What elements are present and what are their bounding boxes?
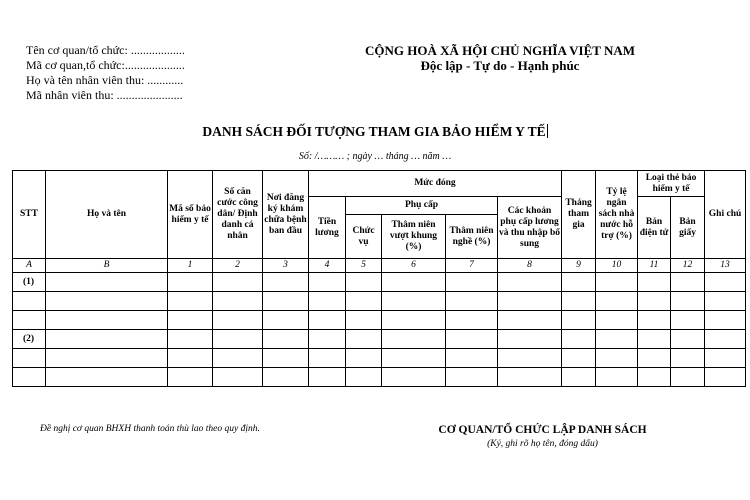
index-cell: B bbox=[46, 259, 168, 273]
signature-block bbox=[420, 423, 665, 451]
header-contribution: Mức đóng bbox=[309, 171, 562, 197]
header-name: Họ và tên bbox=[46, 171, 168, 259]
header-seniority-over: Thâm niên vượt khung (%) bbox=[382, 215, 446, 259]
table-row bbox=[13, 368, 746, 387]
index-cell: 8 bbox=[498, 259, 562, 273]
header-other-income: Các khoản phụ cấp lương và thu nhập bổ sung bbox=[498, 197, 562, 259]
index-cell: 3 bbox=[263, 259, 309, 273]
index-cell: 13 bbox=[705, 259, 746, 273]
index-cell: 1 bbox=[168, 259, 213, 273]
payment-request-note: Đề nghị cơ quan BHXH thanh toán thù lao theo quy định. bbox=[40, 424, 260, 434]
header-position: Chức vụ bbox=[346, 215, 382, 259]
document-number-line: Số: /……… ; ngày … tháng … năm … bbox=[298, 151, 452, 162]
table-row bbox=[13, 292, 746, 311]
participant-table bbox=[12, 170, 746, 387]
table-row bbox=[13, 349, 746, 368]
header-stt: STT bbox=[13, 171, 46, 259]
group-label: (1) bbox=[13, 273, 46, 292]
index-cell: 6 bbox=[382, 259, 446, 273]
group-label: (2) bbox=[13, 330, 46, 349]
header-allowance: Phụ cấp bbox=[346, 197, 498, 215]
header-salary: Tiền lương bbox=[309, 197, 346, 259]
header-months: Tháng tham gia bbox=[562, 171, 596, 259]
group-row bbox=[13, 330, 746, 349]
header-card-type: Loại thẻ bảo hiểm y tế bbox=[638, 171, 705, 197]
header-seniority-job: Thâm niên nghề (%) bbox=[446, 215, 498, 259]
document-title: DANH SÁCH ĐỐI TƯỢNG THAM GIA BẢO HIỂM Y TẾ bbox=[202, 124, 546, 139]
national-motto: Độc lập - Tự do - Hạnh phúc bbox=[420, 58, 580, 73]
header-registration: Nơi đăng ký khám chữa bệnh ban đầu bbox=[263, 171, 309, 259]
header-card-digital: Bản điện tử bbox=[638, 197, 671, 259]
header-card-paper: Bản giấy bbox=[671, 197, 705, 259]
org-code-line: Mã cơ quan,tổ chức:.................... bbox=[26, 58, 185, 72]
organization-info bbox=[26, 43, 185, 103]
index-cell: A bbox=[13, 259, 46, 273]
column-index-row bbox=[13, 259, 746, 273]
national-header bbox=[300, 43, 700, 74]
org-name-line: Tên cơ quan/tổ chức: .................. bbox=[26, 43, 185, 57]
header-citizen-id: Số căn cước công dân/ Định danh cá nhân bbox=[213, 171, 263, 259]
index-cell: 9 bbox=[562, 259, 596, 273]
signature-title: CƠ QUAN/TỔ CHỨC LẬP DANH SÁCH bbox=[438, 424, 647, 436]
index-cell: 7 bbox=[446, 259, 498, 273]
signature-instruction: (Ký, ghi rõ họ tên, đóng dấu) bbox=[487, 439, 598, 449]
group-row bbox=[13, 273, 746, 292]
header-budget-ratio: Tỷ lệ ngân sách nhà nước hỗ trợ (%) bbox=[596, 171, 638, 259]
index-cell: 11 bbox=[638, 259, 671, 273]
index-cell: 5 bbox=[346, 259, 382, 273]
index-cell: 4 bbox=[309, 259, 346, 273]
index-cell: 10 bbox=[596, 259, 638, 273]
document-title-wrap bbox=[0, 124, 750, 140]
collector-code-line: Mã nhân viên thu: ...................... bbox=[26, 88, 183, 102]
header-note: Ghi chú bbox=[705, 171, 746, 259]
header-insurance-code: Mã số bảo hiểm y tế bbox=[168, 171, 213, 259]
collector-name-line: Họ và tên nhân viên thu: ............ bbox=[26, 73, 184, 87]
table-row bbox=[13, 311, 746, 330]
index-cell: 2 bbox=[213, 259, 263, 273]
text-cursor bbox=[547, 124, 548, 138]
country-name: CỘNG HOÀ XÃ HỘI CHỦ NGHĨA VIỆT NAM bbox=[364, 43, 636, 58]
index-cell: 12 bbox=[671, 259, 705, 273]
